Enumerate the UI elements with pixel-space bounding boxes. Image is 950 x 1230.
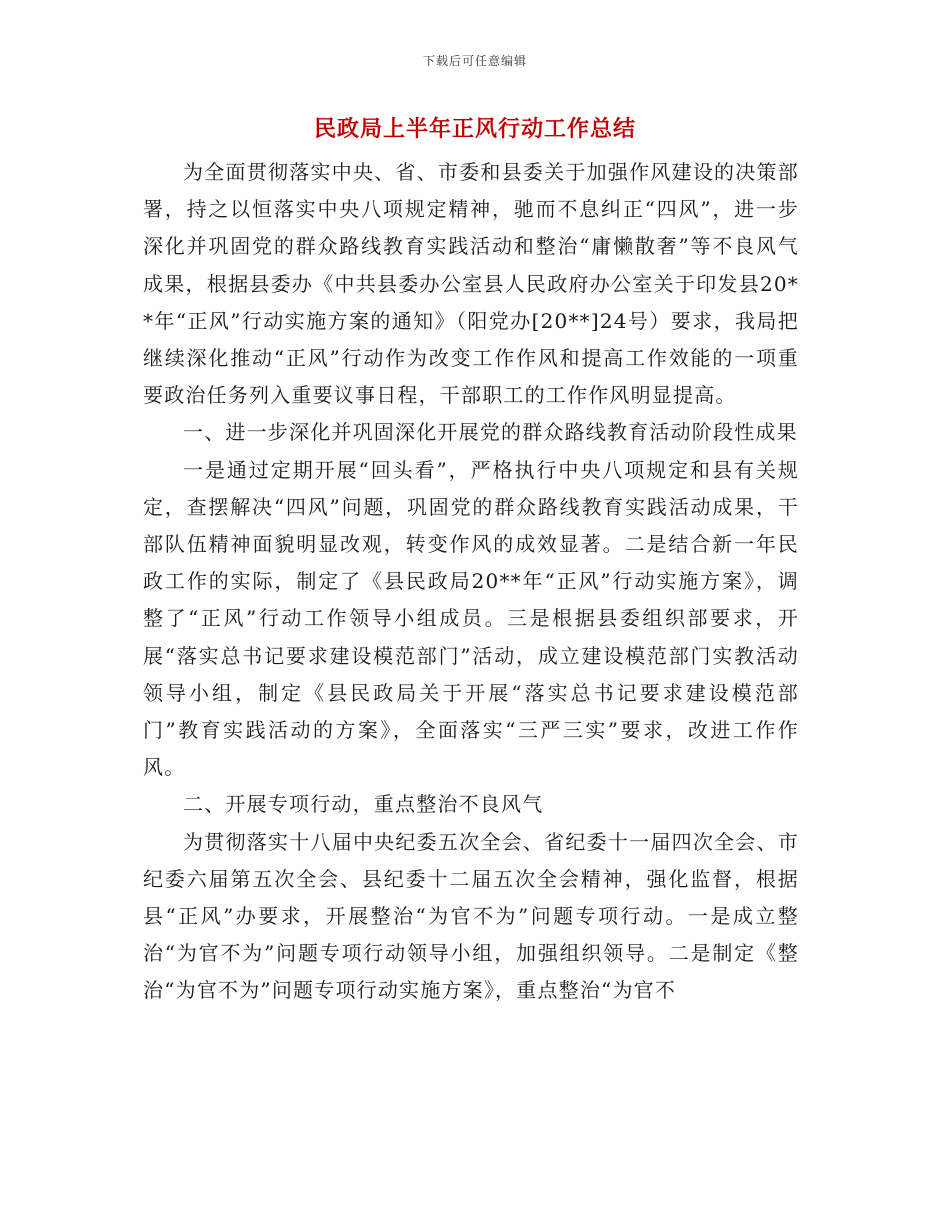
document-body xyxy=(143,154,799,1010)
intro-paragraph: 为全面贯彻落实中央、省、市委和县委关于加强作风建设的决策部署，持之以恒落实中央八项规定精神，驰而不息纠正“四风”，进一步深化并巩固党的群众路线教育实践活动和整治“庸懒散奢”等不良风气成果，根据县委办《中共县委办公室县人民政府办公室关于印发县20**年“正风”行动实施方案的通知》（阳党办[20**]24号）要求，我局把继续深化推动“正风”行动作为改变工作作风和提高工作效能的一项重要政治任务列入重要议事日程，干部职工的工作作风明显提高。 xyxy=(143,160,799,408)
page-header-note: 下载后可任意编辑 xyxy=(422,54,527,68)
section-heading-2: 二、开展专项行动，重点整治不良风气 xyxy=(183,792,544,817)
section-1-paragraph: 一是通过定期开展“回头看”，严格执行中央八项规定和县有关规定，查摆解决“四风”问题，巩固党的群众路线教育实践活动成果，干部队伍精神面貌明显改观，转变作风的成效显著。二是结合新一年民政工作的实际，制定了《县民政局20**年“正风”行动实施方案》，调整了“正风”行动工作领导小组成员。三是根据县委组织部要求，开展“落实总书记要求建设模范部门”活动，成立建设模范部门实教活动领导小组，制定《县民政局关于开展“落实总书记要求建设模范部门”教育实践活动的方案》，全面落实“三严三实”要求，改进工作作风。 xyxy=(143,457,799,780)
document-title: 民政局上半年正风行动工作总结 xyxy=(313,116,636,142)
section-2-paragraph: 为贯彻落实十八届中央纪委五次全会、省纪委十一届四次全会、市纪委六届第五次全会、县纪委十二届五次全会精神，强化监督，根据县“正风”办要求，开展整治“为官不为”问题专项行动。一是成立整治“为官不为”问题专项行动领导小组，加强组织领导。二是制定《整治“为官不为”问题专项行动实施方案》，重点整治“为官不 xyxy=(143,829,799,1003)
section-heading-1: 一、进一步深化并巩固深化开展党的群众路线教育活动阶段性成果 xyxy=(183,420,798,445)
